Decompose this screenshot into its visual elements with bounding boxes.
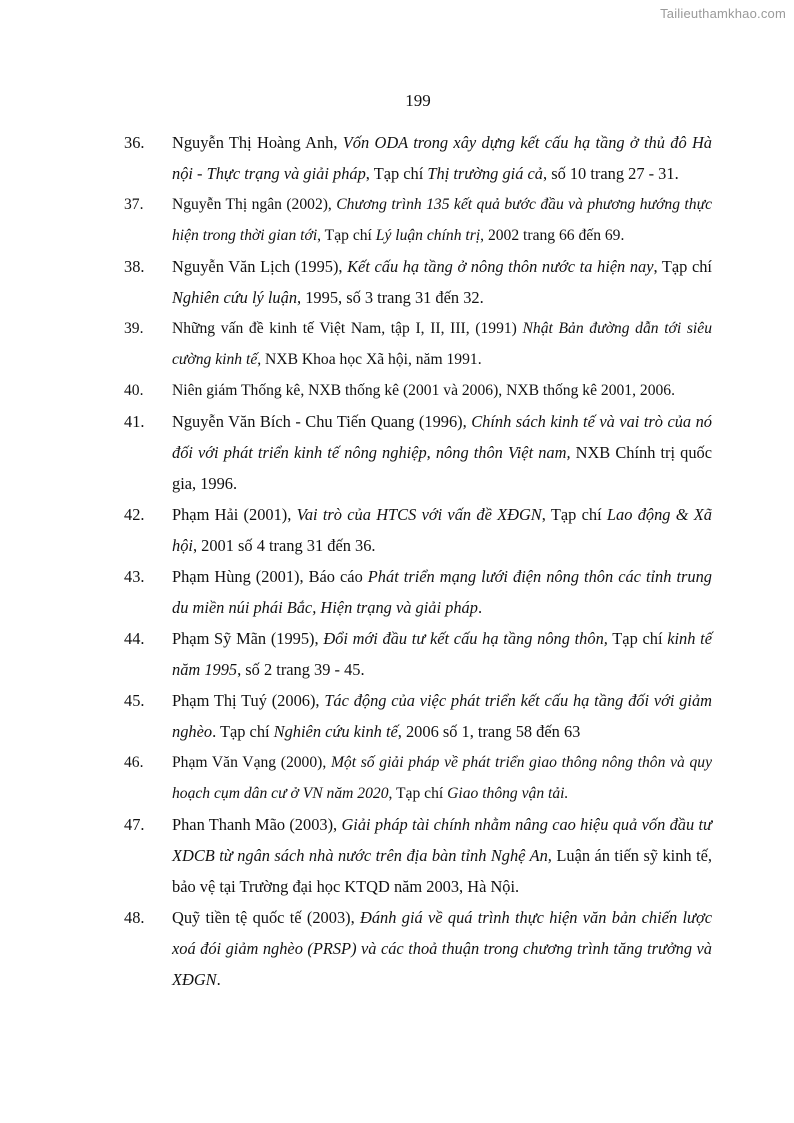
reference-text (172, 320, 712, 368)
reference-text-segment: Luận án tiến sỹ kinh tế, bảo vệ tại Trường đại học KTQD năm 2003, Hà Nội. (172, 846, 713, 896)
reference-text-segment: , Tạp chí (653, 257, 712, 276)
reference-text (172, 754, 712, 802)
reference-text-segment: , Tạp chí (541, 505, 607, 524)
reference-number: 39. (124, 320, 144, 337)
reference-number: 36. (124, 133, 145, 152)
reference-text-segment: , 1995, số 3 trang 31 đến 32. (297, 288, 484, 307)
reference-number: 43. (124, 567, 145, 586)
reference-item (124, 747, 712, 809)
reference-text-segment: , số 10 trang 27 - 31. (543, 164, 679, 183)
reference-title-segment: Thị trường giá cả (427, 164, 543, 183)
reference-title-segment: Vai trò của HTCS với vấn đề XĐGN (296, 505, 542, 524)
reference-item (124, 251, 712, 313)
reference-title-segment: Đánh giá về quá trình thực hiện văn bản chiến lược xoá đói giảm nghèo (PRSP) và các thoả thuận trong chương trình tăng trưởng và XĐGN (172, 908, 712, 989)
reference-item (124, 313, 712, 375)
reference-text-segment: Nguyễn Thị ngân (2002), (172, 196, 337, 213)
reference-text-segment: . (216, 970, 221, 989)
reference-text-segment: Phạm Hải (2001), (172, 505, 297, 524)
reference-text-segment: Những vấn đề kinh tế Việt Nam, tập I, II, III, (1991) (172, 320, 523, 337)
reference-text-segment: Nguyễn Thị Hoàng Anh, (172, 133, 343, 152)
reference-title-segment: Nghiên cứu kinh tế (273, 722, 398, 741)
reference-number: 46. (124, 754, 144, 771)
reference-text-segment: Phạm Hùng (2001), Báo cáo (172, 567, 368, 586)
reference-text (172, 133, 712, 183)
reference-text (172, 908, 712, 989)
reference-text-segment: , NXB Khoa học Xã hội, năm 1991. (257, 351, 482, 368)
reference-title-segment: Tác động của việc phát triển kết cấu hạ tầng đối với giảm nghèo (172, 691, 712, 741)
reference-title-segment: kinh tế năm 1995 (172, 629, 712, 679)
reference-text-segment: , 2006 số 1, trang 58 đến 63 (397, 722, 581, 741)
reference-text-segment: Nguyễn Văn Bích - Chu Tiến Quang (1996), (172, 412, 472, 431)
reference-number: 44. (124, 629, 145, 648)
reference-list (124, 127, 712, 995)
reference-title-segment: Kết cấu hạ tầng ở nông thôn nước ta hiện nay (347, 257, 654, 276)
reference-text-segment: , Tạp chí (388, 785, 448, 802)
reference-item (124, 127, 712, 189)
reference-text-segment: . (477, 598, 483, 617)
reference-title-segment: Lý luận chính trị (375, 227, 481, 244)
reference-item (124, 189, 712, 251)
reference-number: 38. (124, 257, 145, 276)
reference-text-segment: Phạm Văn Vạng (2000), (172, 754, 331, 771)
reference-title-segment: Giao thông vận tải. (447, 785, 569, 802)
reference-number: 45. (124, 691, 145, 710)
reference-item (124, 375, 712, 406)
reference-item (124, 499, 712, 561)
watermark: Tailieuthamkhao.com (660, 6, 786, 21)
reference-number: 47. (124, 815, 145, 834)
reference-text-segment: Phạm Sỹ Mãn (1995), (172, 629, 324, 648)
reference-number: 37. (124, 196, 144, 213)
reference-title-segment: Phát triển mạng lưới điện nông thôn các tỉnh trung du miền núi phái Bắc, Hiện trạng và giải pháp (172, 567, 712, 617)
reference-text (172, 691, 712, 741)
reference-text-segment: , 2001 số 4 trang 31 đến 36. (192, 536, 376, 555)
reference-text-segment: Phạm Thị Tuý (2006), (172, 691, 325, 710)
reference-text (172, 815, 712, 896)
reference-item (124, 685, 712, 747)
reference-text (172, 257, 712, 307)
page-number: 199 (405, 91, 431, 110)
reference-text-segment: Nguyễn Văn Lịch (1995), (172, 257, 348, 276)
reference-title-segment: Nhật Bản đường dẫn tới siêu cường kinh tế (172, 320, 712, 368)
reference-title-segment: Giải pháp tài chính nhằm nâng cao hiệu quả vốn đầu tư XDCB từ ngân sách nhà nước trên địa bàn tỉnh Nghệ An, (172, 815, 712, 865)
reference-text-segment: Tạp chí (607, 629, 668, 648)
reference-text-segment: NXB Chính trị quốc gia, 1996. (172, 443, 713, 493)
reference-text-segment: , số 2 trang 39 - 45. (237, 660, 365, 679)
reference-text (172, 505, 712, 555)
reference-text-segment: Quỹ tiền tệ quốc tế (2003), (172, 908, 361, 927)
reference-number: 42. (124, 505, 145, 524)
reference-text-segment: Niên giám Thống kê, NXB thống kê (2001 và 2006), NXB thống kê 2001, 2006. (172, 382, 675, 399)
reference-title-segment: Nghiên cứu lý luận (172, 288, 298, 307)
reference-item (124, 561, 712, 623)
reference-text-segment: , Tạp chí (317, 227, 376, 244)
reference-item (124, 406, 712, 499)
reference-text (172, 412, 712, 493)
reference-text-segment: , Tạp chí (365, 164, 428, 183)
reference-title-segment: Đổi mới đầu tư kết cấu hạ tầng nông thôn, (323, 629, 608, 648)
reference-item (124, 902, 712, 995)
reference-text (172, 382, 675, 399)
reference-text (172, 196, 712, 244)
reference-text-segment: . Tạp chí (212, 722, 274, 741)
reference-number: 41. (124, 412, 145, 431)
reference-number: 40. (124, 382, 144, 399)
reference-title-segment: Vốn ODA trong xây dựng kết cấu hạ tầng ở thủ đô Hà nội - Thực trạng và giải pháp (172, 133, 712, 183)
reference-item (124, 623, 712, 685)
reference-title-segment: Chính sách kinh tế và vai trò của nó đối với phát triển kinh tế nông nghiệp, nông thôn Việt nam, (172, 412, 712, 462)
reference-number: 48. (124, 908, 145, 927)
reference-text-segment: Phan Thanh Mão (2003), (172, 815, 342, 834)
reference-text (172, 567, 712, 617)
reference-item (124, 809, 712, 902)
reference-text (172, 629, 712, 679)
reference-title-segment: Một số giải pháp về phát triển giao thông nông thôn và quy hoạch cụm dân cư ở VN năm 2020 (172, 754, 712, 802)
reference-text-segment: , 2002 trang 66 đến 69. (480, 227, 625, 244)
reference-title-segment: Chương trình 135 kết quả bước đầu và phương hướng thực hiện trong thời gian tới (172, 196, 712, 244)
reference-title-segment: Lao động & Xã hội (172, 505, 712, 555)
